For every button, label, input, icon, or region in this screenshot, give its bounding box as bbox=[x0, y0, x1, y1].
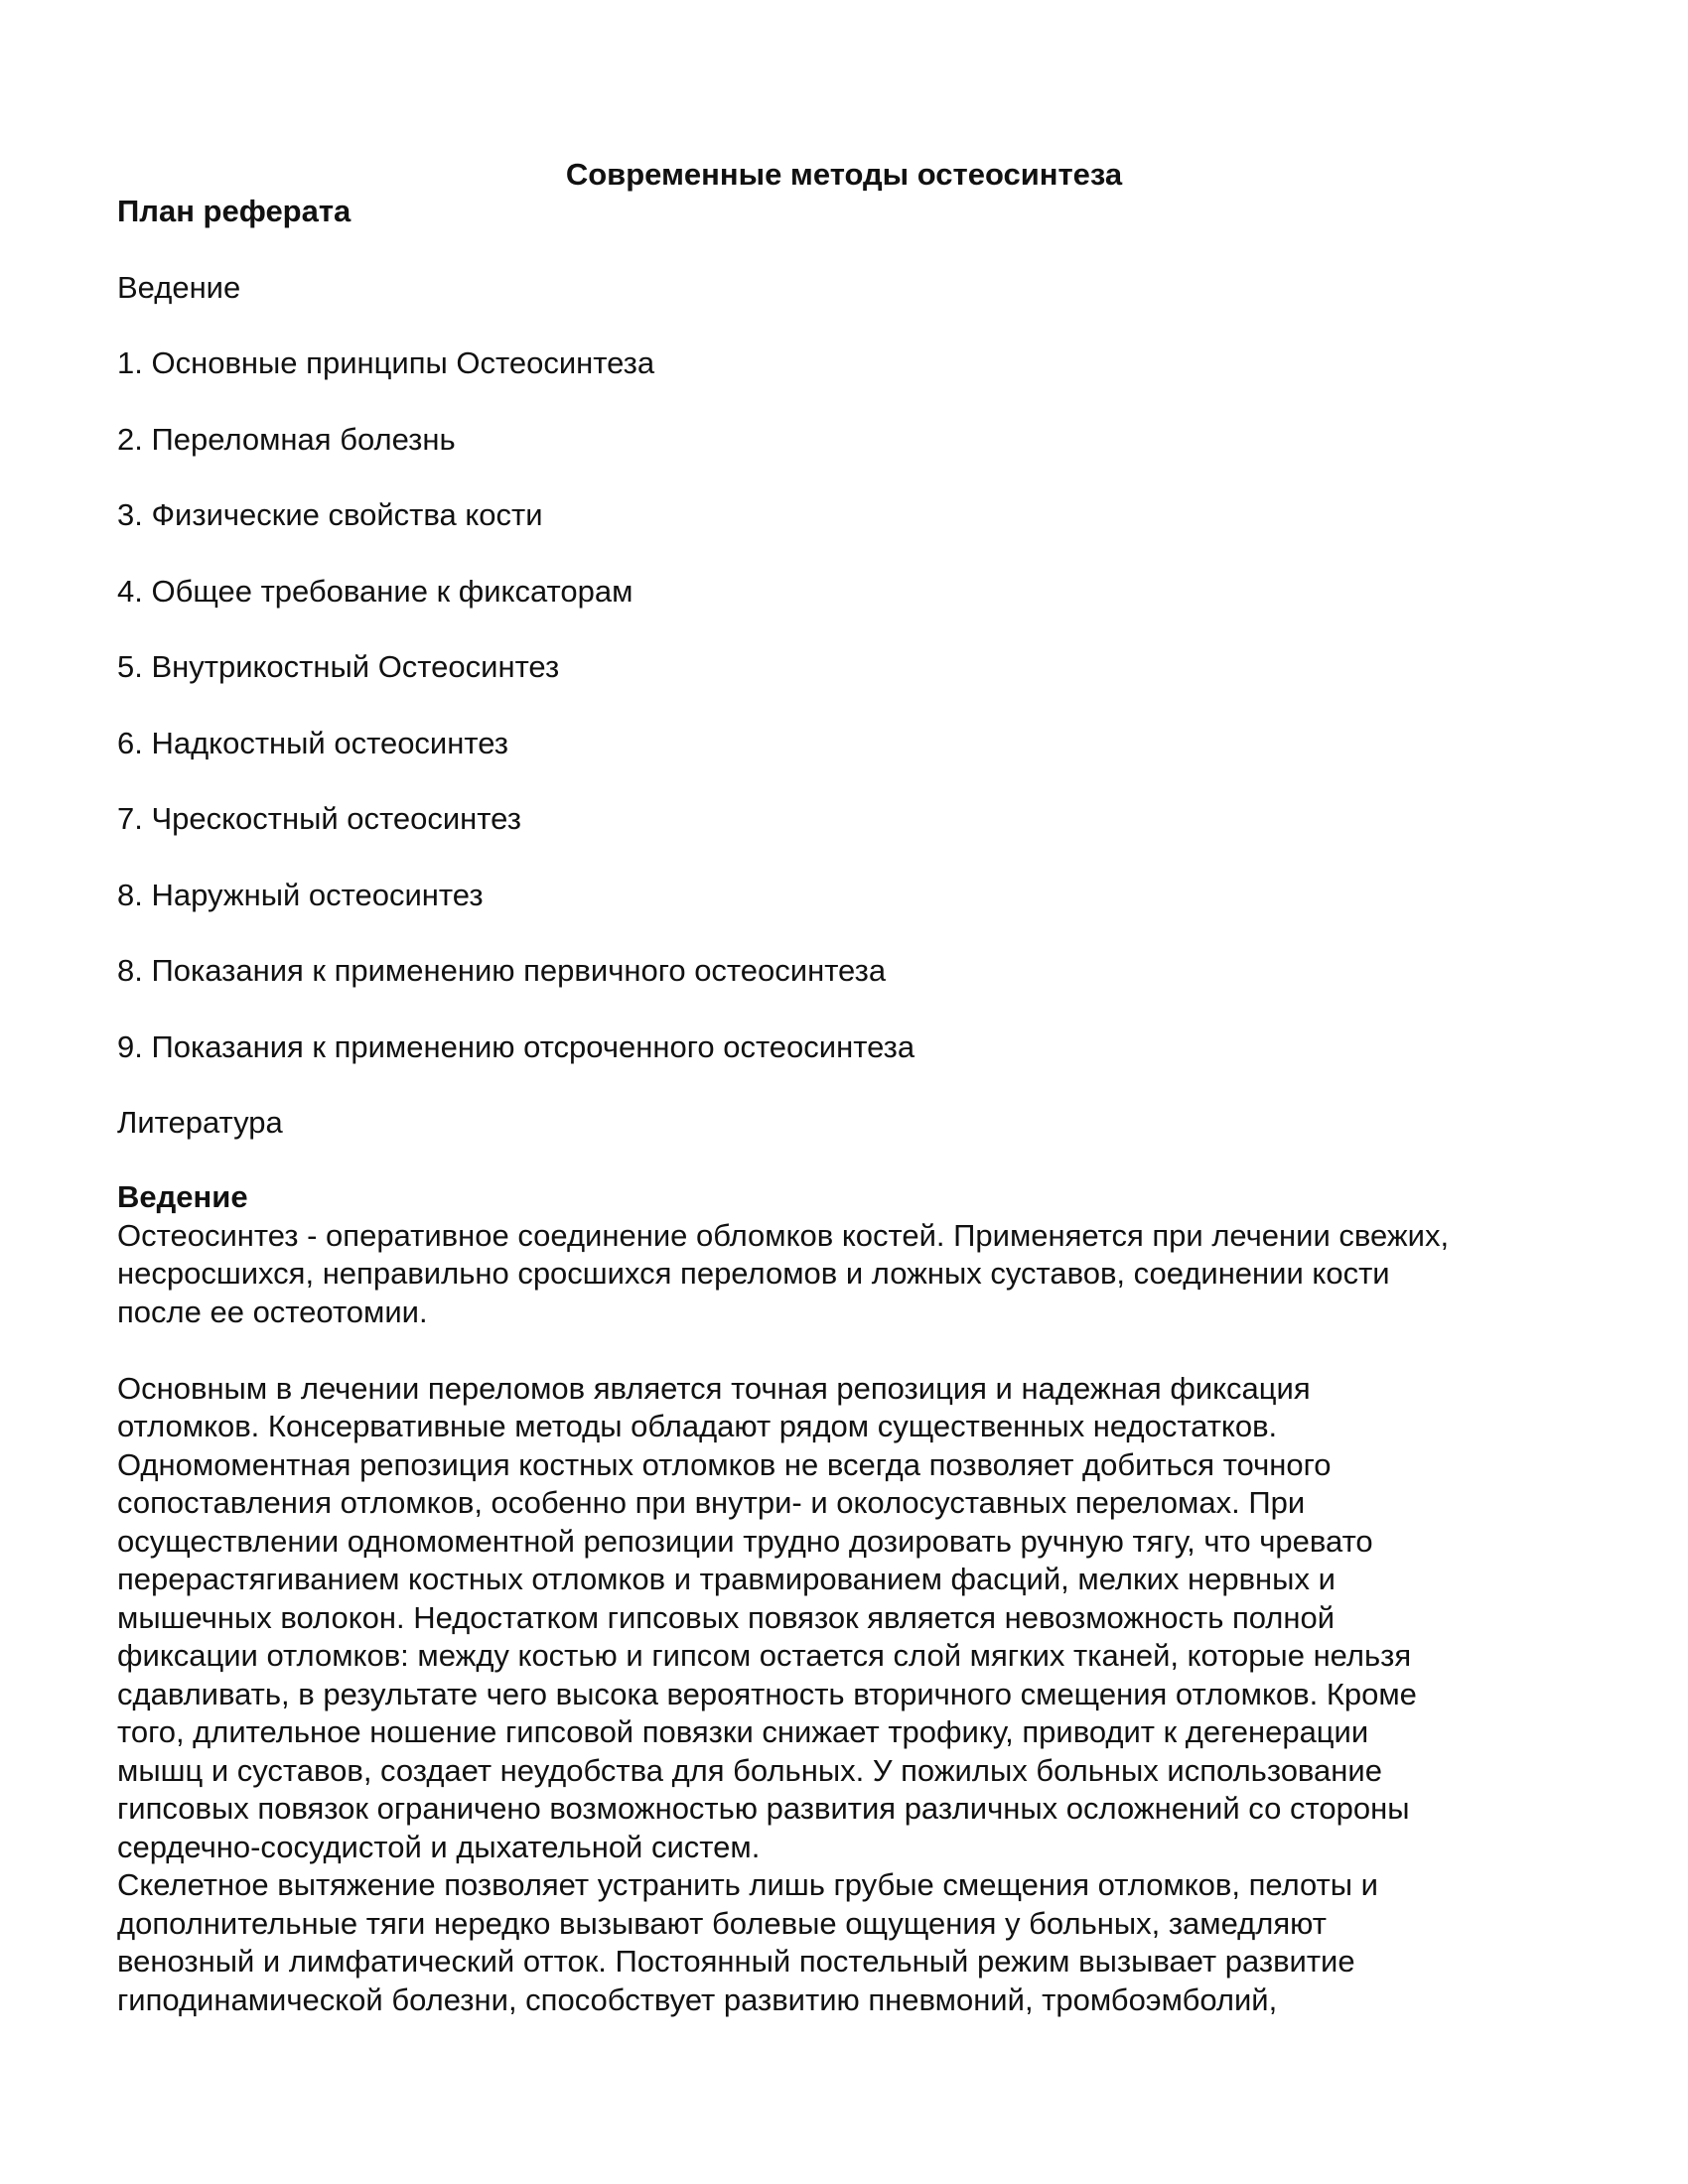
plan-item: 8. Показания к применению первичного остеосинтеза bbox=[117, 953, 887, 988]
plan-list bbox=[117, 269, 1587, 1143]
plan-item: Ведение bbox=[117, 269, 241, 305]
plan-item: 7. Чрескостный остеосинтез bbox=[117, 801, 521, 836]
plan-item: 1. Основные принципы Остеосинтеза bbox=[117, 345, 655, 380]
intro-heading: Ведение bbox=[117, 1179, 248, 1214]
intro-paragraph-2: Основным в лечении переломов является точная репозиция и надежная фиксация отломков. Консервативные методы обладают рядом существенных недостатков. Одномоментная репозиция костных отломков не всегда позволяет добиться точного сопоставления отломков, особенно при внутри- и околосуставных переломах. При осуществлении одномоментной репозиции трудно дозировать ручную тягу, что чревато перерастягиванием костных отломков и травмированием фасций, мелких нервных и мышечных волокон. Недостатком гипсовых повязок является невозможность полной фиксации отломков: между костью и гипсом остается слой мягких тканей, которые нельзя сдавливать, в результате чего высока вероятность вторичного смещения отломков. Кроме того, длительное ношение гипсовой повязки снижает трофику, приводит к дегенерации мышц и суставов, создает неудобства для больных. У пожилых больных использование гипсовых повязок ограничено возможностью развития различных осложнений со стороны сердечно-сосудистой и дыхательной систем. bbox=[117, 1370, 1417, 1864]
intro-paragraph-1: Остеосинтез - оперативное соединение обломков костей. Применяется при лечении свежих, несросшихся, неправильно сросшихся переломов и ложных суставов, соединении кости после ее остеотомии. bbox=[117, 1217, 1450, 1329]
plan-item: 3. Физические свойства кости bbox=[117, 497, 543, 532]
plan-item: 2. Переломная болезнь bbox=[117, 421, 456, 457]
intro-paragraph-3: Скелетное вытяжение позволяет устранить лишь грубые смещения отломков, пелоты и дополнительные тяги нередко вызывают болевые ощущения у больных, замедляют венозный и лимфатический отток. Постоянный постельный режим вызывает развитие гиподинамической болезни, способствует развитию пневмоний, тромбоэмболий, bbox=[117, 1867, 1379, 2017]
document-body bbox=[117, 193, 1587, 2019]
plan-item: 5. Внутрикостный Остеосинтез bbox=[117, 649, 560, 684]
plan-heading: План реферата bbox=[117, 194, 352, 228]
plan-item: 4. Общее требование к фиксаторам bbox=[117, 573, 633, 609]
plan-item: 9. Показания к применению отсроченного остеосинтеза bbox=[117, 1028, 915, 1064]
plan-item: 6. Надкостный остеосинтез bbox=[117, 725, 508, 760]
document-title: Современные методы остеосинтеза bbox=[565, 157, 1123, 192]
plan-item: Литература bbox=[117, 1105, 283, 1140]
plan-item: 8. Наружный остеосинтез bbox=[117, 877, 484, 912]
